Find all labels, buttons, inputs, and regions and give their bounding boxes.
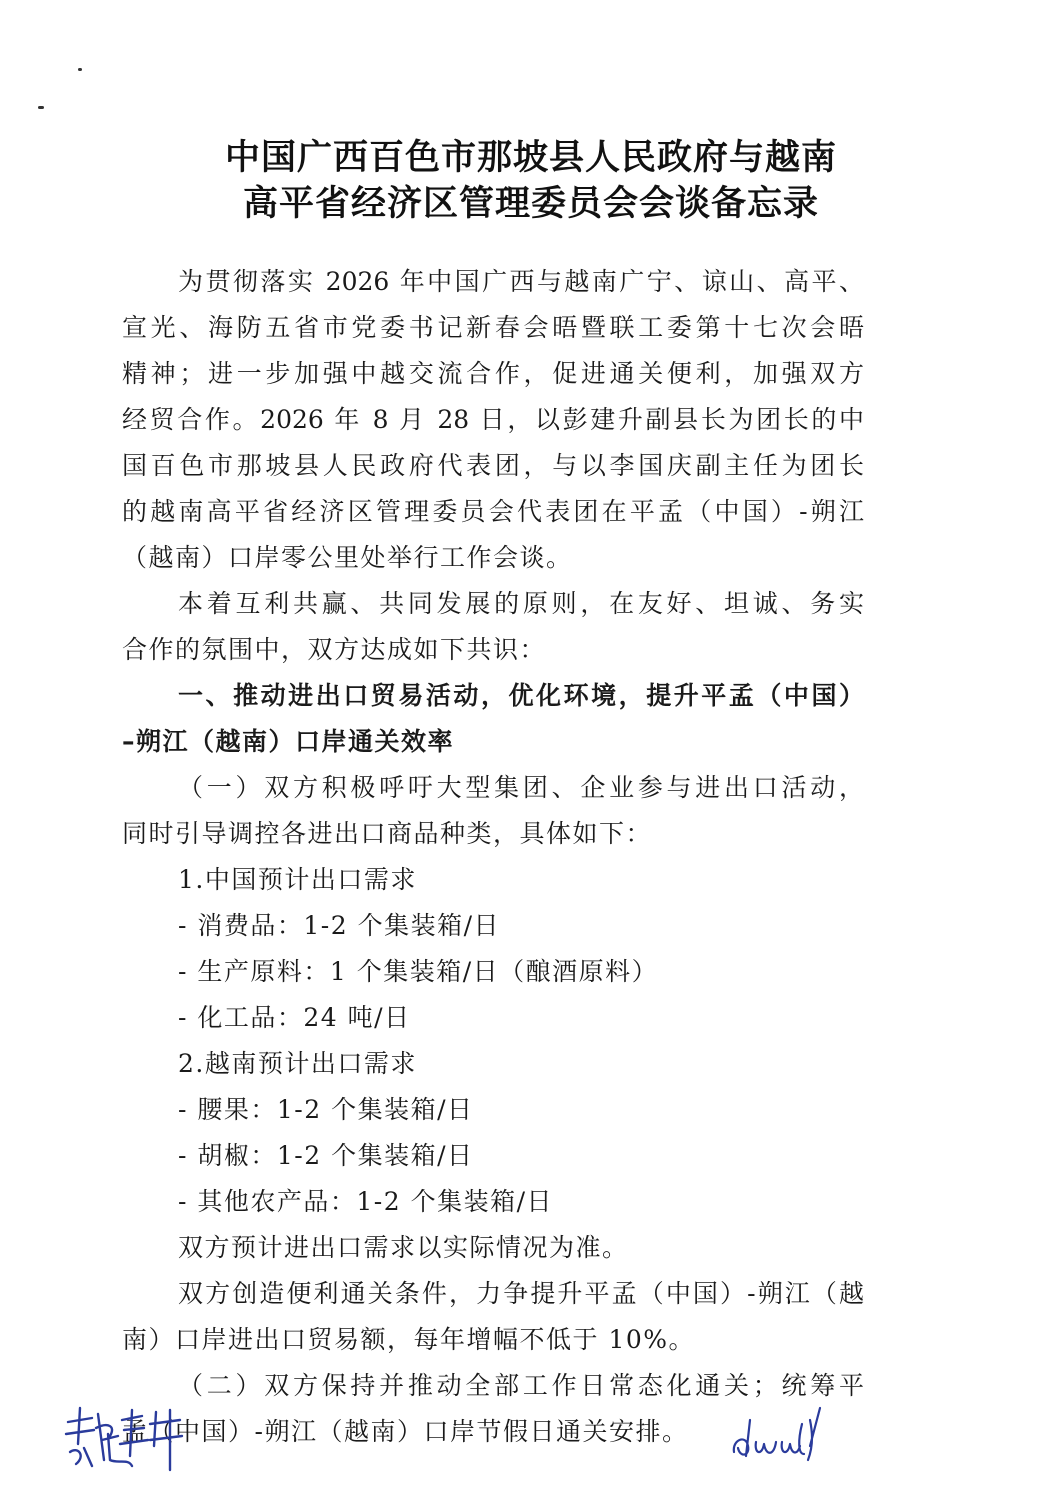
paragraph-line: 宣光、海防五省市党委书记新春会晤暨联工委第十七次会晤 — [122, 313, 864, 342]
list-item: - 其他农产品：1-2 个集装箱/日 — [178, 1187, 554, 1216]
list-heading: 1.中国预计出口需求 — [178, 865, 417, 894]
section-heading-1-cont: –朔江（越南）口岸通关效率 — [122, 727, 455, 756]
document-title-line-1: 中国广西百色市那坡县人民政府与越南 — [224, 138, 837, 178]
paragraph-line: 双方预计进出口需求以实际情况为准。 — [178, 1233, 629, 1262]
paragraph-line: 的越南高平省经济区管理委员会代表团在平孟（中国）-朔江 — [122, 497, 864, 526]
left-signature — [58, 1400, 188, 1480]
paragraph-line: 合作的氛围中，双方达成如下共识： — [122, 635, 547, 664]
list-item: - 生产原料：1 个集装箱/日（酿酒原料） — [178, 957, 659, 986]
right-signature — [728, 1400, 838, 1470]
list-item: - 胡椒：1-2 个集装箱/日 — [178, 1141, 474, 1170]
scan-speck — [38, 106, 44, 109]
paragraph-line: 同时引导调控各进出口商品种类，具体如下： — [122, 819, 653, 848]
paragraph-line: （越南）口岸零公里处举行工作会谈。 — [122, 543, 573, 572]
list-item: - 腰果：1-2 个集装箱/日 — [178, 1095, 474, 1124]
paragraph-line: （一）双方积极呼吁大型集团、企业参与进出口活动， — [178, 773, 864, 802]
document-title-line-2: 高平省经济区管理委员会会谈备忘录 — [242, 184, 819, 224]
list-heading: 2.越南预计出口需求 — [178, 1049, 417, 1078]
paragraph-line: （二）双方保持并推动全部工作日常态化通关；统筹平 — [178, 1371, 864, 1400]
paragraph-line: 双方创造便利通关条件，力争提升平孟（中国）-朔江（越 — [178, 1279, 864, 1308]
paragraph-line: 经贸合作。2026 年 8 月 28 日，以彭建升副县长为团长的中 — [122, 405, 864, 434]
list-item: - 消费品：1-2 个集装箱/日 — [178, 911, 501, 940]
paragraph-line: 国百色市那坡县人民政府代表团，与以李国庆副主任为团长 — [122, 451, 864, 480]
scan-speck — [78, 68, 82, 71]
paragraph-line: 本着互利共赢、共同发展的原则，在友好、坦诚、务实 — [178, 589, 864, 618]
paragraph-line: 南）口岸进出口贸易额，每年增幅不低于 10%。 — [122, 1325, 696, 1354]
paragraph-line: 精神；进一步加强中越交流合作，促进通关便利，加强双方 — [122, 359, 864, 388]
paragraph-line: 为贯彻落实 2026 年中国广西与越南广宁、谅山、高平、 — [178, 267, 864, 296]
section-heading-1: 一、推动进出口贸易活动，优化环境，提升平孟（中国） — [178, 681, 864, 710]
paragraph-line: 孟（中国）-朔江（越南）口岸节假日通关安排。 — [122, 1417, 689, 1446]
list-item: - 化工品：24 吨/日 — [178, 1003, 411, 1032]
